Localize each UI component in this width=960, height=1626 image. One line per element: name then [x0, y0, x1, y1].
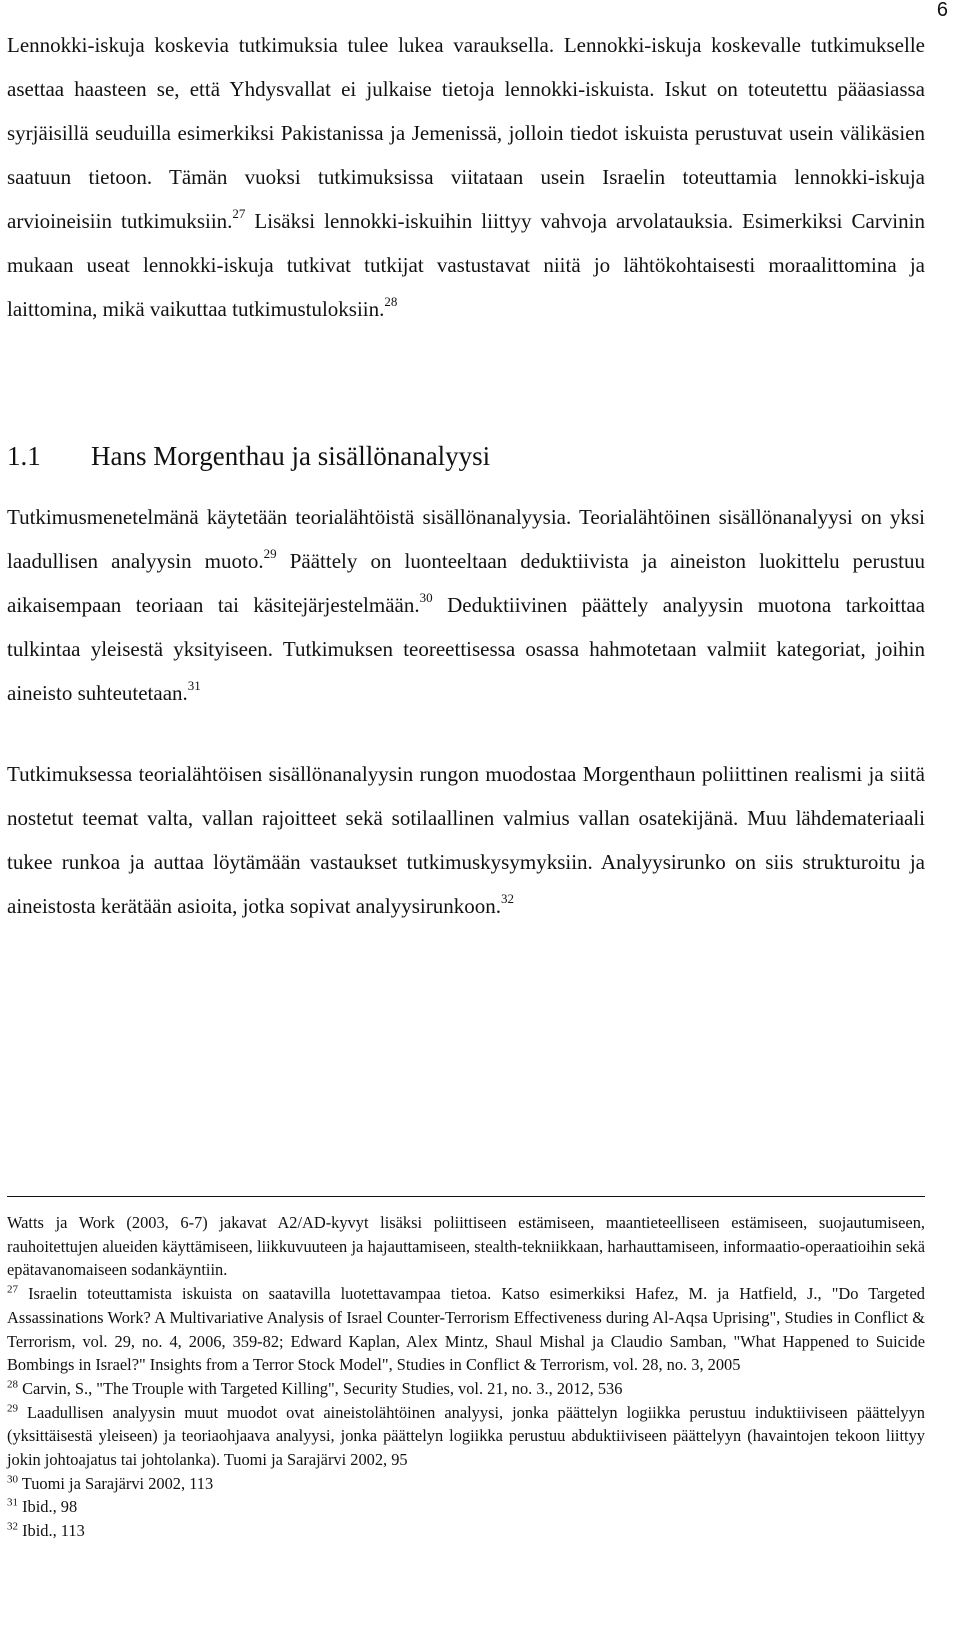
footnote-number: 30 — [7, 1473, 18, 1486]
footnote-text: Ibid., 98 — [18, 1497, 78, 1517]
footnote-28 — [7, 1377, 925, 1401]
footnote-30 — [7, 1472, 925, 1496]
paragraph-text: Lisäksi lennokki-iskuihin liittyy vahvoja arvolatauksia. Esimerkiksi Carvinin mukaan useat lennokki-iskuja tutkivat tutkijat vastustavat niitä jo lähtökohtaisesti moraalittomina ja laittomina, mikä vaikuttaa tutkimustuloksiin. — [7, 209, 925, 321]
footnote-continuation: Watts ja Work (2003, 6-7) jakavat A2/AD-kyvyt lisäksi poliittiseen estämiseen, maantieteelliseen estämiseen, suojautumiseen, rauhoitettujen alueiden käyttämiseen, liikkuvuuteen ja hajauttamiseen, stealth-tekniikkaan, harhauttamiseen, informaatio-operaatioihin sekä epätavanomaiseen sodankäyntiin. — [7, 1213, 925, 1280]
footnote-number: 28 — [7, 1378, 18, 1391]
paragraph-text: Tutkimuksessa teorialähtöisen sisällönanalyysin rungon muodostaa Morgenthaun poliittinen realismi ja siitä nostetut teemat valta, vallan rajoitteet sekä sotilaallinen valmius vallan osatekijänä. Muu lähdemateriaali tukee runkoa ja auttaa löytämään vastaukset tutkimuskysymyksiin. Analyysirunko on siis strukturoitu ja aineistosta kerätään asioita, jotka sopivat analyysirunkoon. — [7, 762, 925, 918]
footnote-text: Carvin, S., "The Trouple with Targeted Killing", Security Studies, vol. 21, no. 3., 2012, 536 — [18, 1378, 623, 1398]
footnote-text: Tuomi ja Sarajärvi 2002, 113 — [18, 1473, 214, 1493]
paragraph-text: Lennokki-iskuja koskevia tutkimuksia tulee lukea varauksella. Lennokki-iskuja koskevalle tutkimukselle asettaa haasteen se, että Yhdysvallat ei julkaise tietoja lennokki-iskuista. Iskut on toteutettu pääasiassa syrjäisillä seuduilla esimerkiksi Pakistanissa ja Jemenissä, jolloin tiedot iskuista perustuvat usein välikäsien saatuun tietoon. Tämän vuoksi tutkimuksissa viitataan usein Israelin toteuttamia lennokki-iskuja arvioineisiin tutkimuksiin. — [7, 33, 925, 233]
footnote-divider — [7, 1196, 925, 1197]
footnotes-section — [7, 1211, 925, 1543]
footnote-text: Laadullisen analyysin muut muodot ovat aineistolähtöinen analyysi, jonka päättelyn logiikka perustuu induktiiviseen päättelyyn (yksittäisestä yleiseen) ja teoriaohjaava analyysi, jonka päättelyn logiikka perustuu abduktiiviseen päättelyyn (havaintojen tekoon liittyy jokin johtoajatus tai johtolanka). Tuomi ja Sarajärvi 2002, 95 — [7, 1402, 925, 1470]
footnote-29 — [7, 1401, 925, 1472]
paragraph-method — [7, 495, 925, 715]
section-title: Hans Morgenthau ja sisällönanalyysi — [91, 441, 491, 471]
footnote-text: Ibid., 113 — [18, 1521, 85, 1541]
footnote-27 — [7, 1282, 925, 1377]
footnote-number: 27 — [7, 1283, 18, 1296]
footnote-31 — [7, 1495, 925, 1519]
footnote-reference[interactable]: 32 — [500, 891, 514, 906]
footnote-32 — [7, 1519, 925, 1543]
footnote-number: 32 — [7, 1520, 18, 1533]
page-number: 6 — [936, 0, 948, 21]
paragraph-text: Deduktiivinen päättely analyysin muotona tarkoittaa tulkintaa yleisestä yksityiseen. Tutkimuksen teoreettisessa osassa hahmotetaan valmiit kategoriat, joihin aineisto suhteutetaan. — [7, 593, 925, 705]
footnote-number: 29 — [7, 1402, 18, 1415]
footnote-number: 31 — [7, 1496, 18, 1509]
footnote-text: Israelin toteuttamista iskuista on saatavilla luotettavampaa tietoa. Katso esimerkiksi Hafez, M. ja Hatfield, J., "Do Targeted Assassinations Work? A Multivariative Analysis of Israel Counter-Terrorism Effectiveness during Al-Aqsa Uprising", Studies in Conflict & Terrorism, vol. 29, no. 4, 2006, 359-82; Edward Kaplan, Alex Mintz, Shaul Mishal ja Claudio Samban, "What Happened to Suicide Bombings in Israel?" Insights from a Terror Stock Model", Studies in Conflict & Terrorism, vol. 28, no. 3, 2005 — [7, 1284, 925, 1375]
footnote-reference[interactable]: 31 — [187, 678, 201, 693]
paragraph-text: Päättely on luonteeltaan deduktiivista ja aineiston luokittelu perustuu aikaisempaan teoriaan tai käsitejärjestelmään. — [7, 549, 925, 617]
section-number: 1.1 — [7, 441, 41, 471]
footnote-reference[interactable]: 27 — [232, 206, 246, 221]
paragraph-text: Tutkimusmenetelmänä käytetään teorialähtöistä sisällönanalyysia. Teorialähtöinen sisällönanalyysi on yksi laadullisen analyysin muoto. — [7, 505, 925, 573]
footnote-reference[interactable]: 30 — [419, 590, 433, 605]
section-heading — [7, 436, 490, 476]
paragraph-analysis-frame — [7, 752, 925, 928]
footnote-reference[interactable]: 28 — [384, 294, 398, 309]
paragraph-drone-research — [7, 23, 925, 331]
footnote-reference[interactable]: 29 — [263, 546, 277, 561]
